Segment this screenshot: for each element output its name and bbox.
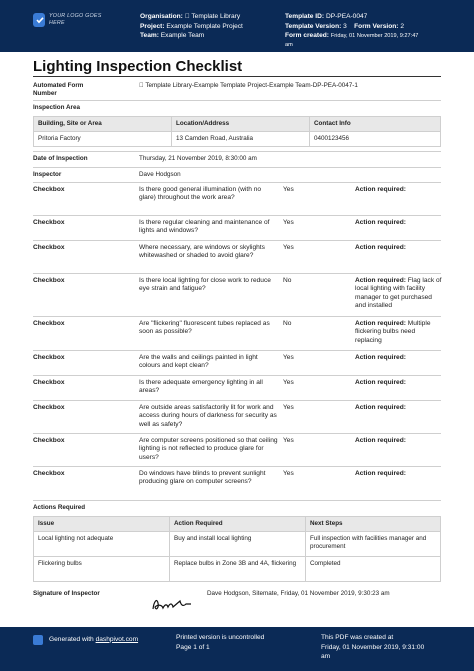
template-id-label: Template ID: [285, 13, 325, 20]
action-required: Action required: [355, 219, 406, 226]
form-created-label: Form created: [285, 32, 329, 40]
form-created-value-cont: am [285, 41, 293, 48]
logo [33, 12, 109, 28]
template-meta [285, 12, 418, 49]
checkbox-label: Checkbox [33, 437, 65, 444]
checklist-answer: Yes [283, 379, 294, 386]
action-required: Action required: Multiple flickering bulbs need replacing [355, 320, 431, 344]
table-cell: Replace bulbs in Zone 3B and 4A, flickering [170, 557, 306, 582]
divider [33, 466, 441, 467]
checklist-answer: Yes [283, 437, 294, 444]
action-required: Action required: [355, 470, 406, 477]
checkbox-label: Checkbox [33, 186, 65, 193]
page-title: Lighting Inspection Checklist [33, 58, 243, 75]
checkbox-label: Checkbox [33, 277, 65, 284]
action-required: Action required: [355, 354, 406, 361]
logo-check-icon [33, 13, 45, 27]
checkbox-label: Checkbox [33, 244, 65, 251]
team-label: Team: [140, 32, 159, 40]
checklist-question: Are "flickering" fluorescent tubes replaced as soon as possible? [139, 320, 270, 336]
title-divider [33, 76, 441, 77]
inspector-label: Inspector [33, 171, 62, 178]
template-id-value: DP-PEA-0047 [325, 13, 368, 20]
checklist-question: Are the walls and ceilings painted in light colours and kept clean? [139, 354, 258, 370]
org-meta [140, 12, 243, 41]
action-required: Action required: [355, 186, 406, 193]
table-row [34, 532, 441, 557]
signature-image [150, 595, 194, 613]
checklist-question: Where necessary, are windows or skylights whitewashed or shaded to avoid glare? [139, 244, 265, 260]
action-required: Action required: [355, 404, 406, 411]
automated-form-label: Automated Form Number [33, 82, 84, 98]
form-version-label: Form Version: [354, 22, 399, 30]
checklist-answer: Yes [283, 186, 294, 193]
table-cell: Flickering bulbs [34, 557, 170, 582]
form-created-value: Friday, 01 November 2019, 9:27:47 [330, 33, 419, 40]
checklist-answer: Yes [283, 354, 294, 361]
divider [33, 273, 441, 274]
pdf-created-notice: This PDF was created at Friday, 01 November 2019, 9:31:00 am [321, 634, 425, 661]
logo-text: YOUR LOGO GOES HERE [49, 13, 102, 26]
inspector-value: Dave Hodgson [139, 171, 181, 178]
table-cell: 0400123456 [310, 132, 441, 147]
project-value: Example Template Project [166, 22, 243, 30]
table-row [34, 557, 441, 582]
checklist-question: Do windows have blinds to prevent sunlight producing glare on computer screens? [139, 470, 266, 486]
action-required: Action required: [355, 379, 406, 386]
checklist-answer: Yes [283, 470, 294, 477]
actions-required-table [33, 516, 441, 582]
inspection-area-label: Inspection Area [33, 104, 81, 111]
project-label: Project: [140, 22, 165, 30]
date-of-inspection-label: Date of Inspection [33, 155, 88, 162]
action-required: Action required: [355, 244, 406, 251]
table-header: Contact Info [310, 117, 441, 132]
table-cell: Full inspection with facilities manager and procurement [306, 532, 441, 557]
table-cell: Local lighting not adequate [34, 532, 170, 557]
table-cell: Buy and install local lighting [170, 532, 306, 557]
date-of-inspection-value: Thursday, 21 November 2019, 8:30:00 am [139, 155, 257, 162]
checkbox-label: Checkbox [33, 404, 65, 411]
actions-required-label: Actions Required [33, 504, 86, 511]
table-cell: Completed [306, 557, 441, 582]
page-header [0, 0, 474, 52]
page-footer [0, 627, 474, 671]
table-cell: Pritoria Factory [34, 132, 172, 147]
checklist-answer: Yes [283, 244, 294, 251]
divider [33, 215, 441, 216]
checklist-answer: Yes [283, 404, 294, 411]
dashpivot-logo-icon [33, 635, 43, 645]
table-row [34, 132, 441, 147]
divider [33, 400, 441, 401]
divider [33, 167, 441, 168]
checklist-answer: Yes [283, 219, 294, 226]
table-header: Action Required [170, 517, 306, 532]
divider [33, 182, 441, 183]
checklist-question: Are computer screens positioned so that ceiling lighting is not reflected to produce glare for users? [139, 437, 278, 461]
divider [33, 350, 441, 351]
organisation-value:   Template Library [184, 13, 241, 20]
checkbox-label: Checkbox [33, 470, 65, 477]
signature-label: Signature of Inspector [33, 590, 100, 597]
checklist-question: Are outside areas satisfactorily lit for work and access during hours of darkness for security as well as safety? [139, 404, 277, 428]
signature-value: Dave Hodgson, Sitemate, Friday, 01 November 2019, 9:30:23 am [207, 590, 390, 597]
template-version-value: 3 [343, 22, 347, 30]
action-required: Action required: [355, 437, 406, 444]
table-header: Issue [34, 517, 170, 532]
checklist-question: Is there adequate emergency lighting in all areas? [139, 379, 263, 395]
checkbox-label: Checkbox [33, 354, 65, 361]
form-version-value: 2 [400, 22, 405, 30]
table-header: Location/Address [172, 117, 310, 132]
template-version-label: Template Version: [285, 22, 342, 30]
printed-notice: Printed version is uncontrolled Page 1 of 1 [176, 634, 265, 651]
team-value: Example Team [160, 32, 205, 40]
dashpivot-link[interactable]: dashpivot.com [95, 635, 139, 643]
table-cell: 13 Camden Road, Australia [172, 132, 310, 147]
divider [33, 240, 441, 241]
divider [33, 500, 441, 501]
checkbox-label: Checkbox [33, 320, 65, 327]
table-header: Next Steps [306, 517, 441, 532]
inspection-area-table [33, 116, 441, 147]
checklist-question: Is there regular cleaning and maintenance of lights and windows? [139, 219, 270, 235]
checkbox-label: Checkbox [33, 219, 65, 226]
checklist-answer: No [283, 277, 292, 284]
divider [33, 433, 441, 434]
checklist-question: Is there good general illumination (with no glare) throughout the work area? [139, 186, 262, 202]
divider [33, 375, 441, 376]
checklist-answer: No [283, 320, 292, 327]
divider [33, 151, 441, 152]
table-header: Building, Site or Area [34, 117, 172, 132]
divider [33, 100, 441, 101]
automated-form-value:   Template Library-Example Template Project-Example Team-DP-PEA-0047-1 [139, 82, 358, 89]
checklist-question: Is there local lighting for close work to reduce eye strain and fatigue? [139, 277, 271, 293]
action-required: Action required: Flag lack of local lighting with facility manager to get purchased and installed [355, 277, 442, 310]
divider [33, 316, 441, 317]
generated-with: Generated with dashpivot.com [33, 635, 138, 645]
checkbox-label: Checkbox [33, 379, 65, 386]
organisation-label: Organisation: [140, 13, 183, 20]
